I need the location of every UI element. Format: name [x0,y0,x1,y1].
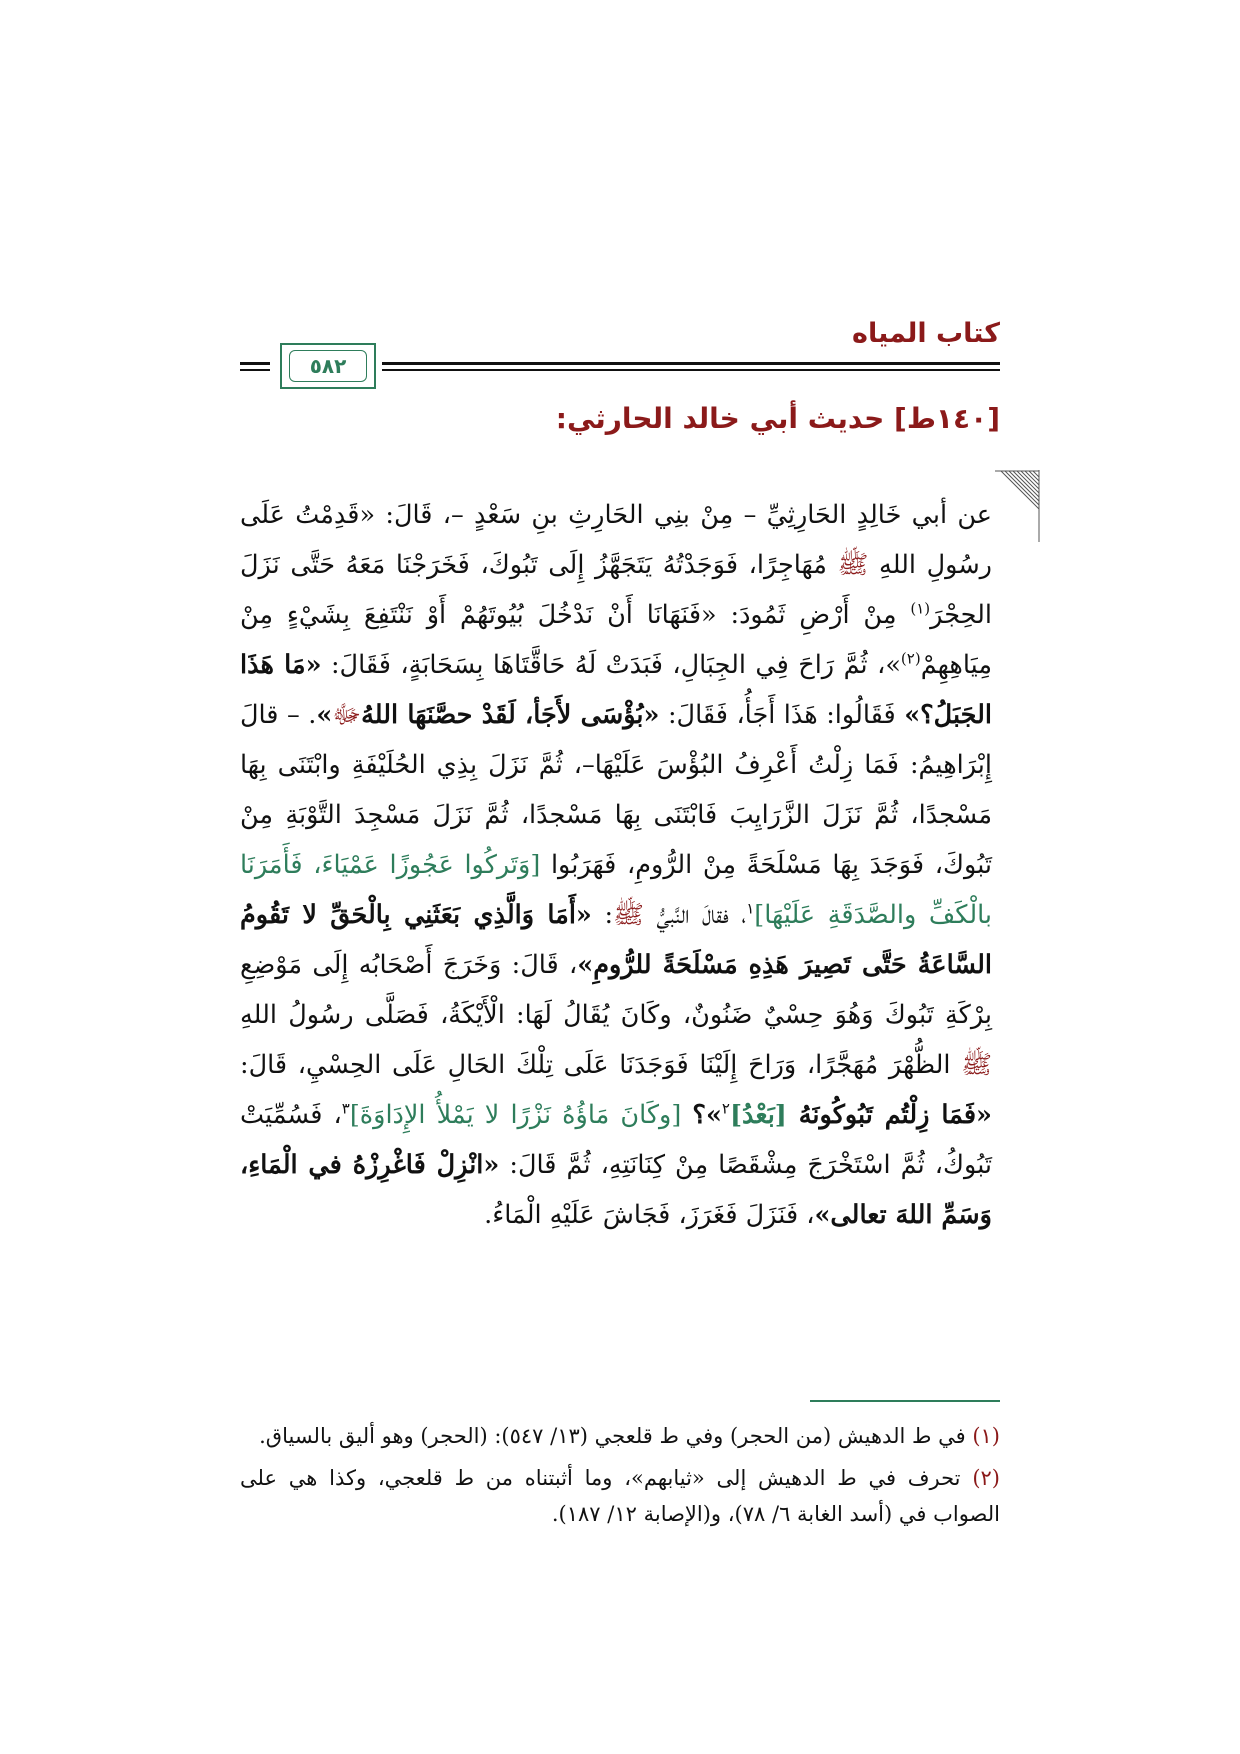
footnote-ref-2[interactable]: (٢) [900,649,921,668]
variant-insertion: [وَتَركُوا عَجُوزًا عَمْيَاءَ، فَأَمَرَنَا بالْكَفِّ والصَّدَقَةِ عَلَيْهَا] [240,850,992,930]
footnote-text: في ط الدهيش (من الحجر) وفي ط قلعجي (١٣/ ٥٤٧): (الحجر) وهو أليق بالسياق. [259,1424,973,1448]
section-heading: [١٤٠ط] حديث أبي خالد الحارثي: [555,402,1000,435]
variant-ref: ١ [746,899,755,918]
prophet-speech: «بُؤْسَى لأَجَأ، لَقَدْ حصَّنَهَا اللهُ [361,700,660,730]
text-segment: ، فقالَ النَّبيُّ [643,900,747,930]
text-segment: ، فَنَزَلَ فَغَرَزَ، فَجَاشَ عَلَيْهِ الْمَاءُ. [484,1200,815,1230]
footnote-ref-1[interactable]: (١) [910,599,931,618]
text-segment: مِنْ أَرْضِ ثَمُودَ: «فَنَهَانَا أَنْ نَدْخُلَ بُيُوتَهُمْ أَوْ نَنْتَفِعَ بِشَيْءٍ مِنْ مِيَاهِهِمْ [240,600,992,680]
text-segment: ، قَالَ: وَخَرَجَ أَصْحَابُه إِلَى مَوْضِعِ بِرْكَةِ تَبُوكَ وَهُوَ حِسْيٌ ضَنُونٌ، وكَانَ يُقَالُ لَهَا: الْأَيْكَةُ، فَصَلَّى رسُولُ اللهِ [240,950,992,1030]
footnote-2 [240,1460,1000,1532]
text-segment: مُهَاجِرًا، فَوَجَدْتُهُ يَتَجَهَّزُ إِلَى تَبُوكَ، فَخَرَجْنَا مَعَهُ حَتَّى نَزَلَ الحِجْرَ [240,550,992,630]
prophet-speech: «انْزِلْ فَاغْرِزْهُ في الْمَاءِ، وَسَمِّ اللهَ تعالى» [240,1150,992,1230]
variant-insertion: [وكَانَ مَاؤُهُ نَزْرًا لا يَمْلأُ الإِدَاوَةَ] [349,1100,693,1130]
footnote-separator [810,1400,1000,1402]
footnote-text: تحرف في ط الدهيش إلى «ثيابهم»، وما أثبتناه من ط قلعجي، وكذا هي على الصواب في (أسد الغابة ٦/ ٧٨)، و(الإصابة ١٢/ ١٨٧). [240,1466,1000,1526]
text-segment: فَقَالُوا: هَذَا أَجَأُ، فَقَالَ: [659,700,905,730]
prophet-speech: «فَمَا زِلْتُم تَبُوكُونَهُ [798,1100,992,1130]
footnotes [240,1418,1000,1538]
variant-insertion: [بَعْدُ] [729,1100,799,1130]
footnote-number: (٢) [972,1466,1000,1490]
footnote-number: (١) [972,1424,1000,1448]
prophet-speech: «مَا هَذَا الجَبَلُ؟» [240,650,992,730]
honorific-glyph: ﷺ [613,900,644,930]
page-number-frame-icon [280,343,376,389]
page-number: ٥٨٢ [289,350,367,382]
honorific-glyph: ﷺ [961,1050,992,1080]
prophet-speech: «أَمَا وَالَّذِي بَعَثَنِي بِالْحَقِّ لا تَقُومُ السَّاعَةُ حَتَّى تَصِيرَ هَذِهِ مَسْلَحَةً للرُّومِ» [240,900,992,980]
variant-ref: ٣ [341,1099,350,1118]
text-segment: ، فَسُمِّيَتْ تَبُوكُ، ثُمَّ اسْتَخْرَجَ مِشْقَصًا مِنْ كِنَانَتِهِ، ثُمَّ قَالَ: [240,1100,992,1180]
text-segment: عن أبي خَالِدٍ الحَارِثِيِّ – مِنْ بنِي الحَارِثِ بنِ سَعْدٍ –، قَالَ: «قَدِمْتُ عَلَى رسُولِ اللهِ [240,500,992,580]
prophet-speech: » [316,700,333,730]
running-title: كتاب المياه [852,318,1000,349]
honorific-glyph: ﷻ [332,700,362,730]
honorific-glyph: ﷺ [837,550,869,580]
footnote-1 [240,1418,1000,1454]
prophet-speech: »؟ [692,1100,722,1130]
variant-ref: ٢ [721,1099,730,1118]
text-segment: »، ثُمَّ رَاحَ فِي الجِبَالِ، فَبَدَتْ لَهُ حَاقَّتَاهَا بِسَحَابَةٍ، فَقَالَ: [321,650,901,680]
corner-ornament-icon [995,470,1040,542]
text-segment: : [591,900,614,930]
text-segment: الظُّهْرَ مُهَجَّرًا، وَرَاحَ إِلَيْنَا فَوَجَدَنَا عَلَى تِلْكَ الحَالِ عَلَى الحِسْيِ، قَالَ: [240,1050,962,1080]
hadith-text [240,490,992,1240]
text-segment: . – قالَ إِبْرَاهِيمُ: فَمَا زِلْتُ أَعْرِفُ البُؤْسَ عَلَيْهَا–، ثُمَّ نَزَلَ بِذِي الحُلَيْفَةِ وابْتَنَى بِهَا مَسْجدًا، ثُمَّ نَزَلَ الزَّرَايِبَ فَابْتَنَى بِهَا مَسْجدًا، ثُمَّ نَزَلَ مَسْجِدَ التَّوْبَةِ مِنْ تَبُوكَ، فَوَجَدَ بِهَا مَسْلَحَةً مِنْ الرُّومِ، فَهَرَبُوا [240,700,993,880]
